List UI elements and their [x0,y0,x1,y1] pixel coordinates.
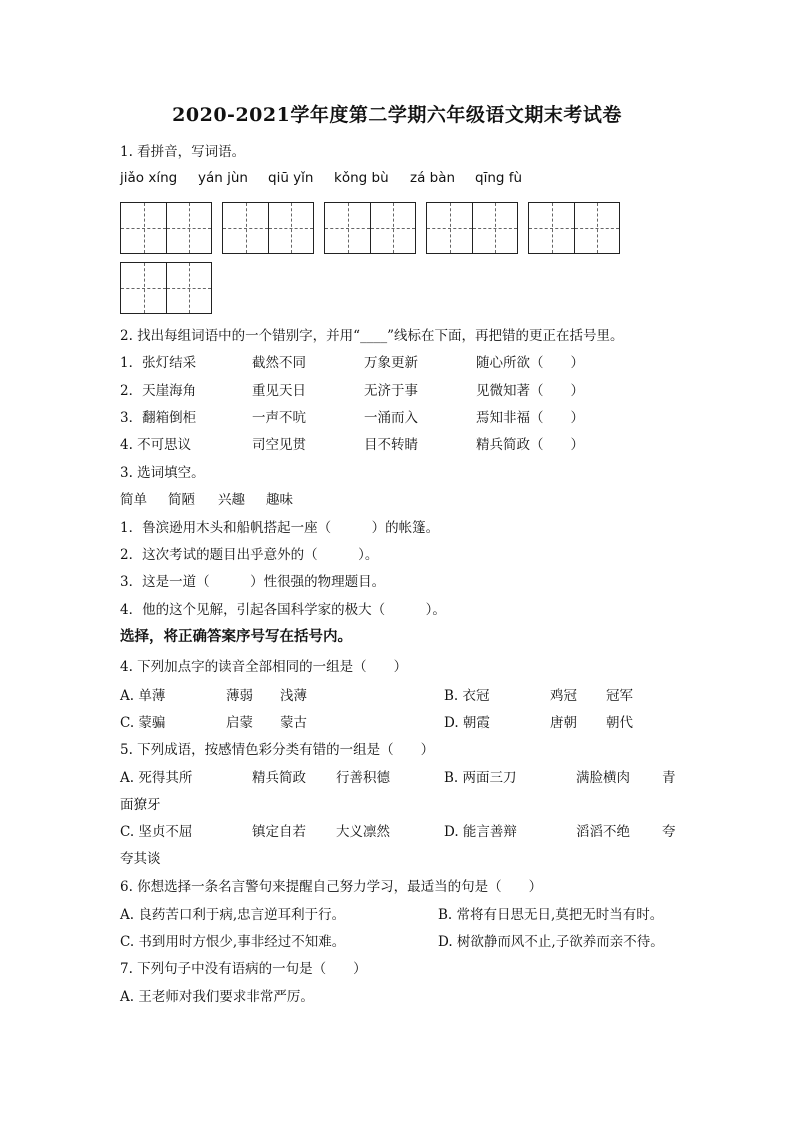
q4-option-c: C. 蒙骗 [120,715,166,731]
q5-option-c-word-2: 镇定自若 [252,824,306,840]
q5-option-b: B. 两面三刀 [444,770,517,786]
q4-prompt: 4. 下列加点字的读音全部相同的一组是（ ） [120,659,408,675]
q2-row-4-word-2: 司空见贯 [252,437,306,453]
q5-option-c: C. 坚贞不屈 [120,824,193,840]
pinyin-1: jiǎo xíng [120,170,178,186]
pinyin-3: qiū yǐn [268,170,314,186]
q4-option-d: D. 朝霞 [444,715,490,731]
q2-row-3-word-3: 一涌而入 [364,410,418,426]
q4-option-a-word-3: 浅薄 [280,688,307,704]
q3-word-1: 简单 [120,492,147,508]
q2-row-3-word-1: 3．翻箱倒柜 [120,410,197,426]
q3-item-4: 4．他的这个见解，引起各国科学家的极大（ ）。 [120,602,446,618]
exam-title: 2020-2021学年度第二学期六年级语文期末考试卷 [172,104,622,126]
writing-grid-2[interactable] [222,202,314,254]
q4-option-c-word-3: 蒙古 [280,715,307,731]
q6-option-d: D. 树欲静而风不止,子欲养而亲不待。 [438,934,664,950]
q2-row-2-word-2: 重见天日 [252,383,306,399]
q2-row-1-word-4: 随心所欲（ ） [476,355,584,371]
q6-option-a: A. 良药苦口利于病,忠言逆耳利于行。 [120,907,346,923]
q2-row-4-word-1: 4. 不可思议 [120,437,192,453]
q1-prompt: 1. 看拼音，写词语。 [120,144,246,160]
writing-grid-1[interactable] [120,202,212,254]
q4-option-b-word-3: 冠军 [606,688,633,704]
writing-grid-5[interactable] [528,202,620,254]
q2-row-3-word-4: 焉知非福（ ） [476,410,584,426]
q3-item-1: 1．鲁滨逊用木头和船帆搭起一座（ ）的帐篷。 [120,520,440,536]
q4-option-b: B. 衣冠 [444,688,490,704]
pinyin-2: yán jùn [198,170,248,186]
q5-option-d-word-3: 夸 [662,824,676,840]
q2-prompt: 2. 找出每组词语中的一个错别字，并用“____”线标在下面，再把错的更正在括号里。 [120,328,624,344]
q5-option-a: A. 死得其所 [120,770,193,786]
q4-option-a: A. 单薄 [120,688,166,704]
q2-row-2-word-1: 2．天崖海角 [120,383,197,399]
q2-row-4-word-4: 精兵简政（ ） [476,437,584,453]
q3-word-4: 趣味 [266,492,293,508]
q3-item-3: 3．这是一道（ ）性很强的物理题目。 [120,574,386,590]
q3-word-2: 简陋 [168,492,195,508]
q2-row-1-word-1: 1．张灯结采 [120,355,197,371]
q4-option-d-word-3: 朝代 [606,715,633,731]
q5-prompt: 5. 下列成语，按感情色彩分类有错的一组是（ ） [120,742,435,758]
writing-grid-4[interactable] [426,202,518,254]
q5-option-c-word-3: 大义凛然 [336,824,390,840]
q5-option-d: D. 能言善辩 [444,824,517,840]
q5-option-b-word-2: 满脸横肉 [576,770,630,786]
q5-options-row-1-wrap: 面獠牙 [120,797,161,813]
q2-row-1-word-3: 万象更新 [364,355,418,371]
q4-option-a-word-2: 薄弱 [226,688,253,704]
q7-option-a: A. 王老师对我们要求非常严厉。 [120,989,314,1005]
q2-row-2-word-3: 无济于事 [364,383,418,399]
q5-option-a-word-3: 行善积德 [336,770,390,786]
q3-word-3: 兴趣 [218,492,245,508]
q7-prompt: 7. 下列句子中没有语病的一句是（ ） [120,961,367,977]
q5-options-row-2-wrap: 夸其谈 [120,851,161,867]
q2-row-2-word-4: 见微知著（ ） [476,383,584,399]
section-heading: 选择，将正确答案序号写在括号内。 [120,628,352,645]
q5-option-d-word-2: 滔滔不绝 [576,824,630,840]
q5-option-b-word-3: 青 [662,770,676,786]
q5-option-a-word-2: 精兵简政 [252,770,306,786]
q2-row-1-word-2: 截然不同 [252,355,306,371]
q6-option-c: C. 书到用时方恨少,事非经过不知难。 [120,934,346,950]
pinyin-4: kǒng bù [334,170,389,186]
q2-row-4-word-3: 目不转睛 [364,437,418,453]
q2-row-3-word-2: 一声不吭 [252,410,306,426]
q4-option-c-word-2: 启蒙 [226,715,253,731]
q3-prompt: 3. 选词填空。 [120,465,205,481]
q4-option-d-word-2: 唐朝 [550,715,577,731]
q3-item-2: 2．这次考试的题目出乎意外的（ ）。 [120,547,379,563]
pinyin-6: qīng fù [475,170,523,186]
pinyin-5: zá bàn [410,170,456,186]
q4-option-b-word-2: 鸡冠 [550,688,577,704]
q6-prompt: 6. 你想选择一条名言警句来提醒自己努力学习，最适当的句是（ ） [120,879,543,895]
writing-grid-3[interactable] [324,202,416,254]
q6-option-b: B. 常将有日思无日,莫把无时当有时。 [438,907,664,923]
writing-grid-6[interactable] [120,262,212,314]
